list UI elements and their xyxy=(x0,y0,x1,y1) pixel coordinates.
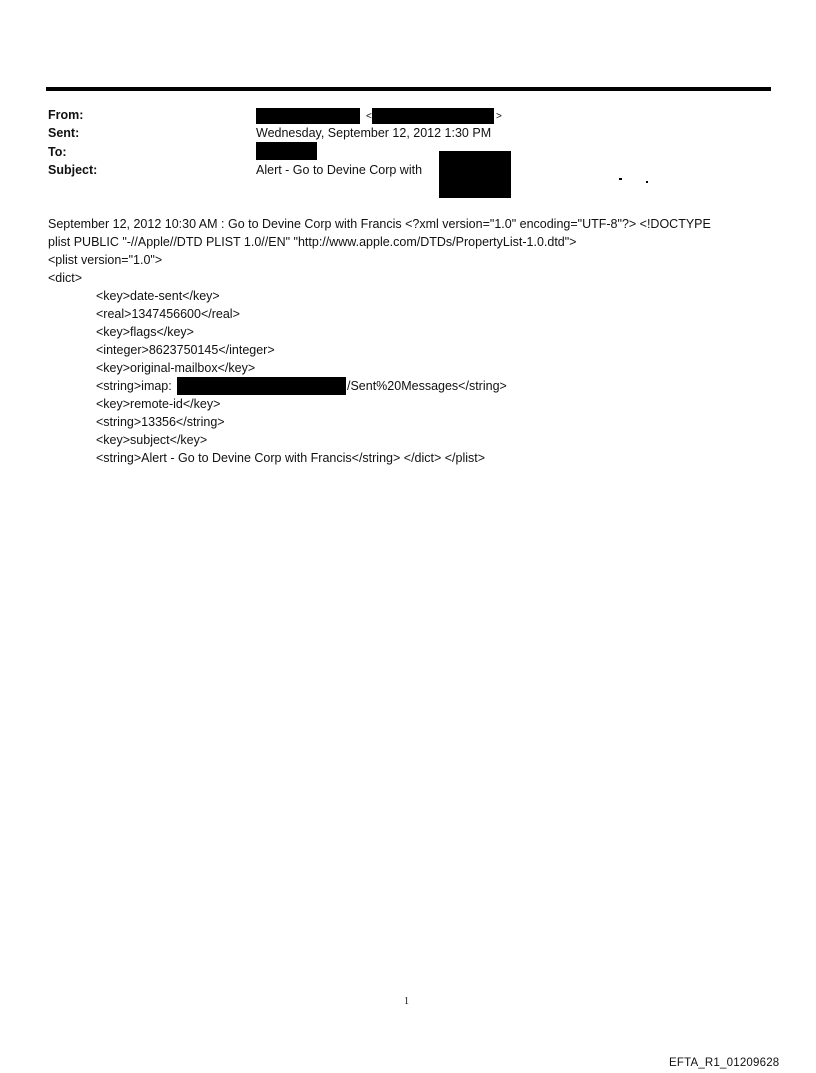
from-label: From: xyxy=(48,108,84,122)
plist-line: <string>13356</string> xyxy=(96,415,225,429)
plist-line: <real>1347456600</real> xyxy=(96,307,240,321)
plist-line: <key>flags</key> xyxy=(96,325,194,339)
plist-line: <string>imap: xyxy=(96,379,172,393)
body-line-3: <plist version="1.0"> xyxy=(48,253,163,267)
plist-line: <key>remote-id</key> xyxy=(96,397,221,411)
body-line-1: September 12, 2012 10:30 AM : Go to Devine Corp with Francis <?xml version="1.0" encoding="UTF-8"?> <!DOCTYPE xyxy=(48,217,711,231)
sent-label: Sent: xyxy=(48,126,80,140)
redaction-from-email xyxy=(372,108,494,124)
redaction-from-name xyxy=(256,108,360,124)
redaction-subject xyxy=(439,151,511,198)
plist-line: <key>original-mailbox</key> xyxy=(96,361,256,375)
from-lt: < xyxy=(366,111,372,122)
body-line-2: plist PUBLIC "-//Apple//DTD PLIST 1.0//EN" "http://www.apple.com/DTDs/PropertyList-1.0.dtd"> xyxy=(48,235,577,249)
sent-value: Wednesday, September 12, 2012 1:30 PM xyxy=(256,126,492,140)
to-label: To: xyxy=(48,145,67,159)
subject-label: Subject: xyxy=(48,163,98,177)
plist-line: <key>subject</key> xyxy=(96,433,208,447)
redaction-imap xyxy=(177,377,346,395)
plist-line: <string>Alert - Go to Devine Corp with Francis</string> </dict> </plist> xyxy=(96,451,486,465)
subject-value: Alert - Go to Devine Corp with xyxy=(256,163,423,177)
page-number: 1 xyxy=(404,996,409,1007)
body-line-4: <dict> xyxy=(48,271,83,285)
header-rule xyxy=(46,87,771,91)
from-gt: > xyxy=(496,111,502,122)
plist-line: <key>date-sent</key> xyxy=(96,289,220,303)
redaction-mark xyxy=(619,178,622,180)
plist-line-cont: /Sent%20Messages</string> xyxy=(347,379,507,393)
plist-line: <integer>8623750145</integer> xyxy=(96,343,275,357)
footer-document-id: EFTA_R1_01209628 xyxy=(669,1057,780,1069)
redaction-dot xyxy=(646,181,648,183)
redaction-to xyxy=(256,142,317,160)
